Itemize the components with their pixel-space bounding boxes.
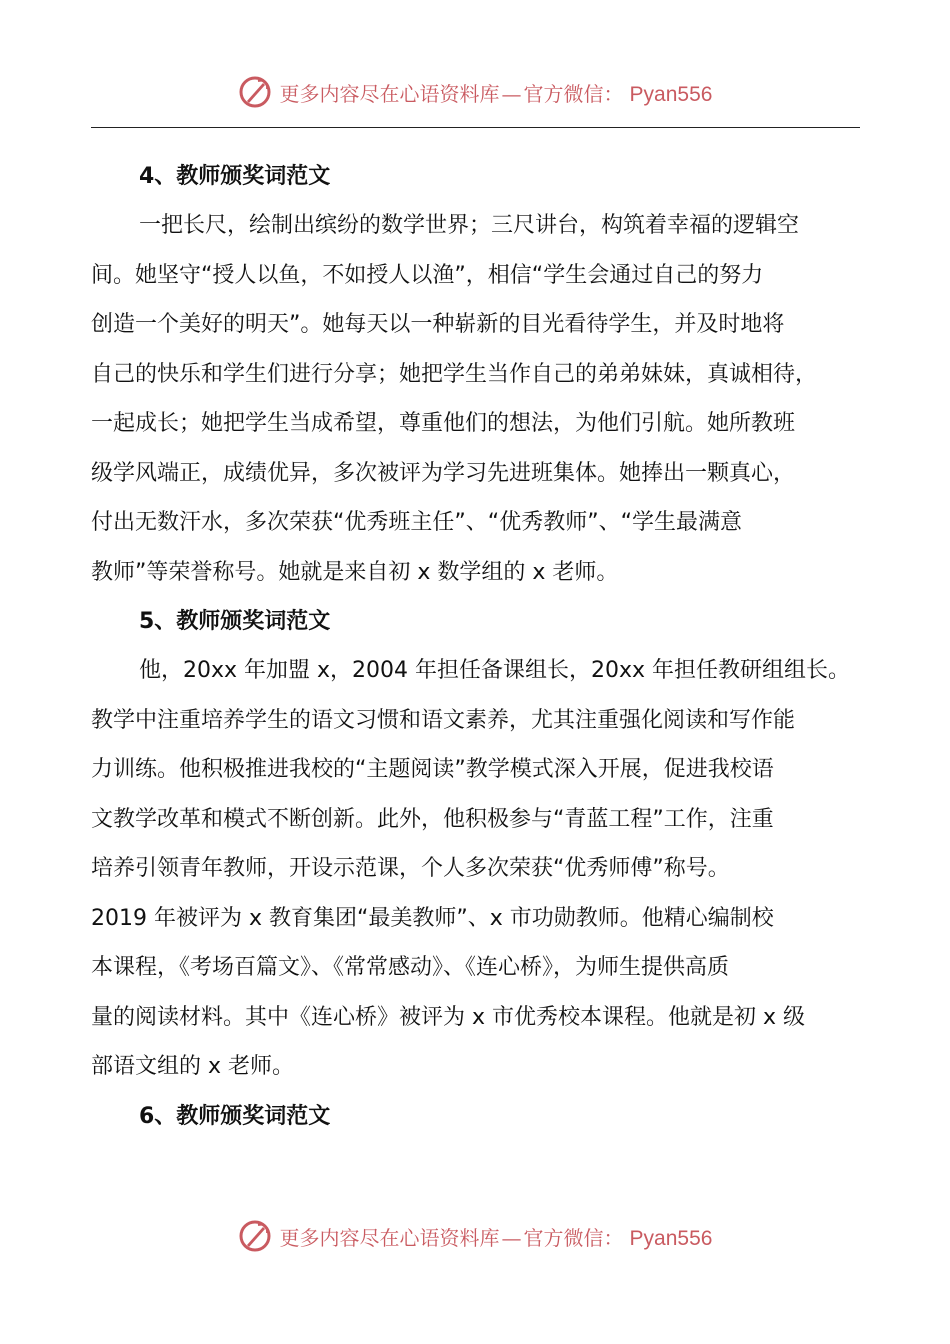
section-heading-6: 6、教师颁奖词范文 — [139, 1103, 331, 1129]
paragraph-line: 培养引领青年教师，开设示范课，个人多次荣获“优秀师傅”称号。 — [91, 856, 730, 881]
section-heading-5: 5、教师颁奖词范文 — [139, 609, 331, 634]
watermark-text — [280, 1222, 713, 1251]
quill-logo-icon — [238, 75, 272, 109]
watermark-colon: ： — [603, 1225, 624, 1250]
paragraph-line: 付出无数汗水，多次荣获“优秀班主任”、“优秀教师”、“学生最满意 — [91, 510, 742, 535]
paragraph-line: 教师”等荣誉称号。她就是来自初 x 数学组的 x 老师。 — [91, 559, 619, 585]
paragraph-line: 他，20xx 年加盟 x，2004 年担任备课组长，20xx 年担任教研组组长。 — [139, 658, 851, 683]
paragraph-line: 部语文组的 x 老师。 — [91, 1054, 295, 1079]
watermark-wechat-label: 官方微信 — [523, 1225, 604, 1250]
quill-logo-icon — [238, 1219, 272, 1253]
paragraph-line: 文教学改革和模式不断创新。此外，他积极参与“青蓝工程”工作，注重 — [91, 806, 774, 832]
header-watermark — [0, 70, 950, 114]
paragraph-line: 教学中注重培养学生的语文习惯和语文素养，尤其注重强化阅读和写作能 — [91, 707, 796, 733]
watermark-wechat-label: 官方微信 — [523, 81, 604, 106]
section-4-paragraph — [91, 201, 866, 597]
watermark-wechat-id: Pyan556 — [629, 1226, 713, 1250]
watermark-wechat-id: Pyan556 — [629, 82, 713, 106]
section-5-paragraph — [91, 646, 866, 1092]
watermark-dash: — — [501, 1225, 522, 1250]
watermark-main-text: 更多内容尽在心语资料库 — [279, 81, 500, 106]
section-heading-4: 4、教师颁奖词范文 — [139, 164, 331, 189]
paragraph-line: 间。她坚守“授人以鱼，不如授人以渔”，相信“学生会通过自己的努力 — [91, 262, 764, 288]
watermark-main-text: 更多内容尽在心语资料库 — [279, 1225, 500, 1250]
watermark-dash: — — [501, 81, 522, 106]
paragraph-line: 量的阅读材料。其中《连心桥》被评为 x 市优秀校本课程。他就是初 x 级 — [91, 1004, 806, 1030]
document-body — [91, 152, 866, 1141]
paragraph-line: 创造一个美好的明天”。她每天以一种崭新的目光看待学生，并及时地将 — [91, 312, 785, 337]
paragraph-line: 一把长尺，绘制出缤纷的数学世界；三尺讲台，构筑着幸福的逻辑空 — [139, 213, 800, 238]
paragraph-line: 力训练。他积极推进我校的“主题阅读”教学模式深入开展，促进我校语 — [91, 757, 774, 782]
paragraph-line: 2019 年被评为 x 教育集团“最美教师”、x 市功勋教师。他精心编制校 — [91, 905, 774, 931]
paragraph-line: 本课程，《考场百篇文》、《常常感动》、《连心桥》，为师生提供高质 — [91, 955, 730, 980]
paragraph-line: 自己的快乐和学生们进行分享；她把学生当作自己的弟弟妹妹，真诚相待， — [91, 361, 818, 387]
watermark-text — [280, 78, 713, 107]
paragraph-line: 级学风端正，成绩优异，多次被评为学习先进班集体。她捧出一颗真心， — [91, 460, 796, 486]
watermark-colon: ： — [603, 81, 624, 106]
paragraph-line: 一起成长；她把学生当成希望，尊重他们的想法，为他们引航。她所教班 — [91, 411, 796, 436]
header-divider — [91, 127, 860, 128]
footer-watermark — [0, 1214, 950, 1258]
